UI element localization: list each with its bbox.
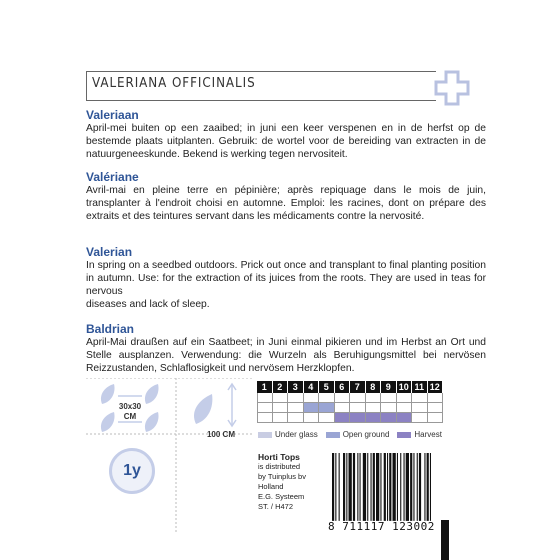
month-7: 7 — [350, 381, 366, 393]
barcode-bar — [406, 453, 409, 521]
section-heading: Valériane — [86, 170, 139, 184]
barcode-bar — [367, 453, 368, 521]
calendar-cell — [428, 413, 444, 423]
life-cycle-badge — [109, 448, 155, 494]
calendar-cell — [350, 403, 366, 413]
calendar-cell — [397, 403, 413, 413]
calendar-cell — [350, 393, 366, 403]
legend-label: Harvest — [414, 430, 442, 439]
calendar-cell — [257, 393, 273, 403]
barcode-bar — [430, 453, 431, 521]
calendar-cell — [428, 403, 444, 413]
calendar-cell — [428, 393, 444, 403]
month-6: 6 — [335, 381, 351, 393]
barcode-bar — [357, 453, 358, 521]
calendar-cell — [304, 413, 320, 423]
sowing-calendar — [257, 381, 443, 423]
calendar-cell — [273, 393, 289, 403]
calendar-cell — [304, 403, 320, 413]
calendar-cell — [304, 393, 320, 403]
barcode-bar — [400, 453, 401, 521]
calendar-cell — [412, 403, 428, 413]
section-text-continued: diseases and lack of sleep. — [86, 299, 210, 310]
barcode-bar — [353, 453, 355, 521]
barcode-bar — [349, 453, 352, 521]
month-11: 11 — [412, 381, 428, 393]
calendar-row-harvest — [257, 413, 443, 423]
calendar-cell — [319, 393, 335, 403]
month-1: 1 — [257, 381, 273, 393]
barcode-bar — [410, 453, 412, 521]
barcode-bar — [387, 453, 388, 521]
barcode-bar — [343, 453, 345, 521]
distributor-line: Holland — [258, 482, 284, 491]
brand-name: Horti Tops — [258, 452, 300, 462]
section-text: Avril-mai en pleine terre en pépinière; après repiquage dans le mois de juin, transplanter à l'endroit choisi en automne. Emploi: les racines, dont on prépare des extraits et des teintures servant dans les médicaments contre la nervosité. — [86, 185, 486, 222]
section-french — [86, 170, 486, 223]
barcode-bar — [427, 453, 429, 521]
barcode-bar — [404, 453, 405, 521]
barcode-bar — [335, 453, 336, 521]
legend-open-ground — [326, 430, 390, 439]
calendar-cell — [366, 393, 382, 403]
calendar-cell — [288, 403, 304, 413]
calendar-cell — [366, 413, 382, 423]
barcode-bar — [384, 453, 386, 521]
calendar-cell — [412, 413, 428, 423]
distributor-line: E.G. Systeem — [258, 492, 305, 501]
calendar-cell — [412, 393, 428, 403]
barcode-bar — [371, 453, 372, 521]
life-cycle-label: 1y — [123, 462, 141, 479]
distributor-line: ST. / H472 — [258, 502, 294, 511]
calendar-cell — [288, 393, 304, 403]
barcode-bar — [360, 453, 361, 521]
barcode-bar — [393, 453, 396, 521]
section-heading: Baldrian — [86, 322, 135, 336]
calendar-cell — [381, 393, 397, 403]
month-4: 4 — [304, 381, 320, 393]
calendar-cell — [319, 413, 335, 423]
legend-swatch — [258, 432, 272, 438]
section-text: April-mei buiten op een zaaibed; in juni een keer verspenen en in de herfst op de bestemde plaats uitplanten. Gebruik: de wortel voor de bereiding van extracten in de natuurgeneeskunde. Bekend is werking tegen nervositeit. — [86, 123, 486, 160]
legend-label: Open ground — [342, 430, 390, 439]
section-english — [86, 245, 486, 311]
calendar-cell — [381, 403, 397, 413]
calendar-cell — [335, 403, 351, 413]
legend-harvest — [397, 430, 442, 439]
calendar-cell — [257, 403, 273, 413]
legend-under-glass — [258, 430, 318, 439]
barcode-bar — [419, 453, 421, 521]
barcode-bar — [363, 453, 366, 521]
section-dutch — [86, 108, 486, 161]
section-text: In spring on a seedbed outdoors. Prick out once and transplant to final planting position in autumn. Use: for the extraction of its juices from the roots. They are used in teas for nervous — [86, 260, 486, 297]
barcode-bar — [373, 453, 375, 521]
calendar-cell — [397, 413, 413, 423]
barcode-bar — [413, 453, 414, 521]
month-12: 12 — [428, 381, 444, 393]
section-heading: Valeriaan — [86, 108, 139, 122]
calendar-row-open-ground — [257, 403, 443, 413]
height-label: 100 CM — [206, 430, 235, 439]
section-heading: Valerian — [86, 245, 133, 259]
barcode-bar — [376, 453, 379, 521]
barcode-bar — [417, 453, 418, 521]
barcode — [328, 453, 478, 523]
calendar-cell — [273, 403, 289, 413]
month-5: 5 — [319, 381, 335, 393]
calendar-months — [257, 381, 443, 393]
spacing-label: 30x30 CM — [118, 402, 142, 421]
legend-label: Under glass — [275, 430, 318, 439]
edge-mark — [441, 520, 449, 560]
distributor-line: is distributed — [258, 462, 301, 471]
month-10: 10 — [397, 381, 413, 393]
calendar-cell — [366, 403, 382, 413]
calendar-cell — [257, 413, 273, 423]
calendar-cell — [273, 413, 289, 423]
calendar-cell — [381, 413, 397, 423]
barcode-bar — [397, 453, 398, 521]
calendar-cell — [335, 413, 351, 423]
barcode-bar — [339, 453, 340, 521]
legend-swatch — [326, 432, 340, 438]
month-2: 2 — [273, 381, 289, 393]
month-3: 3 — [288, 381, 304, 393]
barcode-bar — [332, 453, 334, 521]
medical-cross-icon — [434, 70, 470, 106]
calendar-cell — [319, 403, 335, 413]
section-text: April-Mai draußen auf ein Saatbeet; in Juni einmal pikieren und im Herbst an Ort und Stelle ausplanzen. Verwendung: die Wurzeln als Beruhigungsmittel bei nervösen Reizzustanden, Schlaflosigkeit und nervösem Herzklopfen. — [86, 337, 486, 374]
plant-height-icon — [188, 382, 250, 428]
calendar-cell — [288, 413, 304, 423]
page-title: VALERIANA OFFICINALIS — [92, 76, 256, 91]
distributor-info — [258, 452, 306, 512]
month-8: 8 — [366, 381, 382, 393]
legend-swatch — [397, 432, 411, 438]
calendar-legend — [258, 430, 450, 439]
section-german — [86, 322, 486, 375]
calendar-cell — [335, 393, 351, 403]
barcode-bar — [389, 453, 391, 521]
barcode-bar — [346, 453, 347, 521]
calendar-cell — [350, 413, 366, 423]
distributor-line: by Tuinplus bv — [258, 472, 306, 481]
barcode-bar — [424, 453, 425, 521]
calendar-rows — [257, 393, 443, 423]
calendar-cell — [397, 393, 413, 403]
month-9: 9 — [381, 381, 397, 393]
barcode-number: 8 711117 123002 — [328, 520, 435, 533]
barcode-bar — [380, 453, 381, 521]
calendar-row-under-glass — [257, 393, 443, 403]
